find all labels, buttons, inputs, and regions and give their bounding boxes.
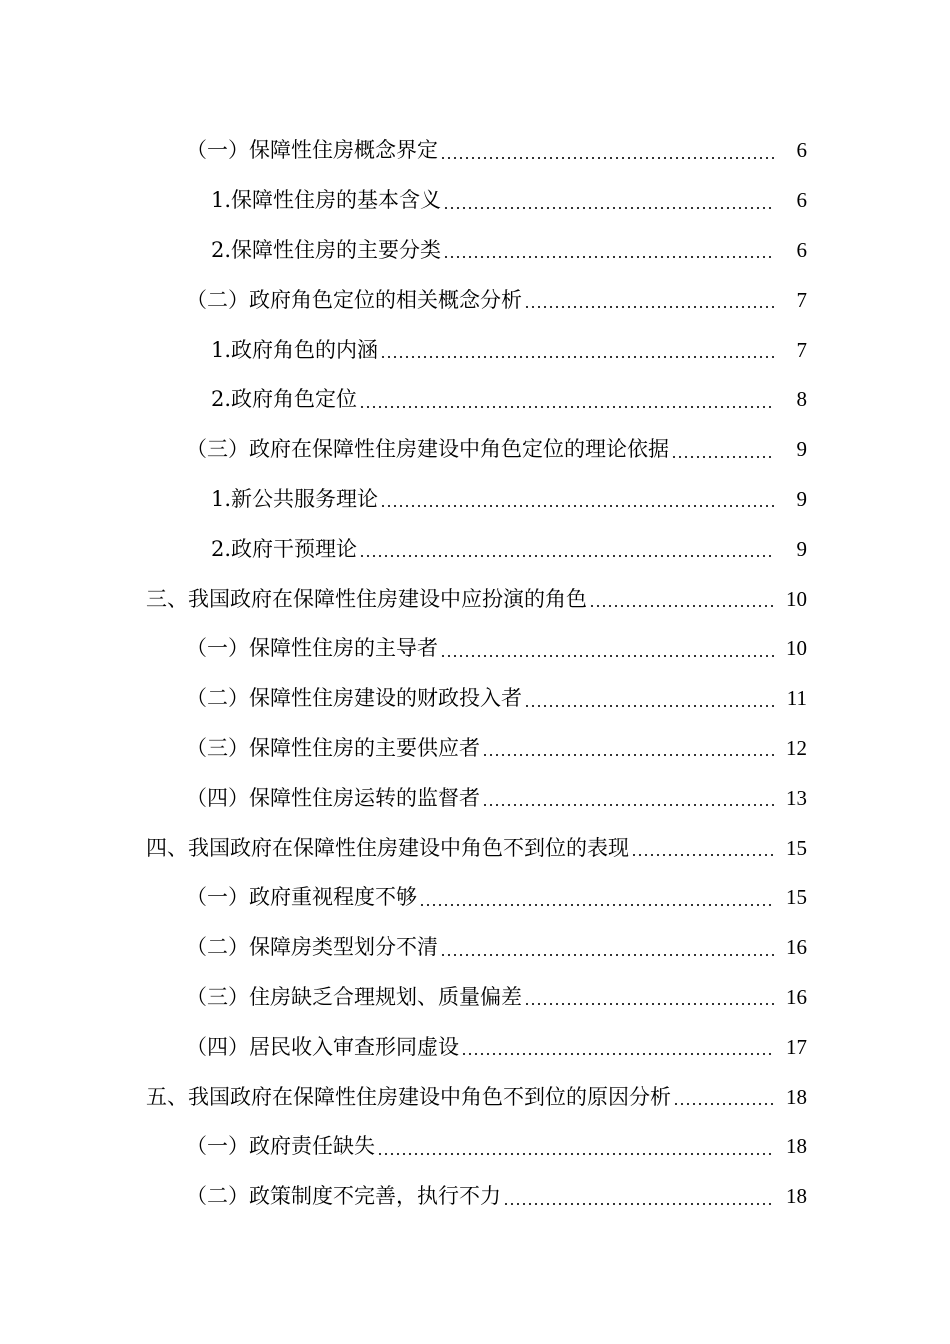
toc-entry[interactable] — [0, 1122, 950, 1172]
toc-page-number: 18 — [786, 1134, 807, 1159]
dot-leader — [440, 655, 775, 657]
dot-leader — [589, 605, 775, 607]
dot-leader — [443, 256, 775, 258]
toc-page-number: 7 — [796, 287, 807, 312]
toc-entry[interactable] — [0, 923, 950, 973]
toc-entry[interactable] — [0, 624, 950, 674]
toc-page-number: 16 — [786, 935, 807, 960]
toc-page-number: 6 — [796, 188, 807, 213]
dot-leader — [673, 1103, 775, 1105]
dot-leader — [440, 954, 775, 956]
toc-entry-title: （三）政府在保障性住房建设中角色定位的理论依据 — [186, 437, 669, 462]
dot-leader — [482, 804, 775, 806]
toc-entry-title: （三）住房缺乏合理规划、质量偏差 — [186, 984, 522, 1009]
toc-entry-title: （二）保障房类型划分不清 — [186, 935, 438, 960]
toc-entry[interactable] — [0, 724, 950, 774]
toc-entry[interactable] — [0, 325, 950, 375]
toc-entry[interactable] — [0, 973, 950, 1023]
dot-leader — [461, 1053, 775, 1055]
toc-page-number: 16 — [786, 984, 807, 1009]
toc-entry-title: 1.政府角色的内涵 — [211, 337, 379, 362]
toc-page-number: 6 — [796, 237, 807, 262]
toc-entry[interactable] — [0, 375, 950, 425]
toc-entry[interactable] — [0, 1072, 950, 1122]
dot-leader — [359, 406, 775, 408]
dot-leader — [524, 705, 775, 707]
toc-entry-title: （二）保障性住房建设的财政投入者 — [186, 686, 522, 711]
toc-entry[interactable] — [0, 574, 950, 624]
toc-page-number: 13 — [786, 785, 807, 810]
toc-page-number: 18 — [786, 1184, 807, 1209]
toc-entry-title: （二）政策制度不完善，执行不力 — [186, 1184, 501, 1209]
toc-entry-title: 1.新公共服务理论 — [211, 486, 379, 511]
toc-page-number: 15 — [786, 885, 807, 910]
dot-leader — [503, 1203, 775, 1205]
toc-page-number: 10 — [786, 636, 807, 661]
dot-leader — [524, 306, 775, 308]
dot-leader — [380, 505, 775, 507]
toc-entry-title: （一）政府责任缺失 — [186, 1134, 375, 1159]
dot-leader — [524, 1003, 775, 1005]
toc-page-number: 10 — [786, 586, 807, 611]
toc-entry-title: （二）政府角色定位的相关概念分析 — [186, 287, 522, 312]
toc-page-number: 7 — [796, 337, 807, 362]
dot-leader — [380, 356, 775, 358]
toc-page-number: 8 — [796, 387, 807, 412]
toc-entry[interactable] — [0, 823, 950, 873]
toc-entry-title: （四）保障性住房运转的监督者 — [186, 785, 480, 810]
toc-page-number: 9 — [796, 486, 807, 511]
toc-entry-title: （一）保障性住房的主导者 — [186, 636, 438, 661]
toc-entry-title: （一）保障性住房概念界定 — [186, 138, 438, 163]
toc-entry-title: 五、我国政府在保障性住房建设中角色不到位的原因分析 — [146, 1084, 671, 1109]
toc-page-number: 17 — [786, 1034, 807, 1059]
toc-entry-title: 2.政府角色定位 — [211, 387, 358, 412]
toc-entry[interactable] — [0, 1022, 950, 1072]
toc-entry[interactable] — [0, 176, 950, 226]
dot-leader — [482, 754, 775, 756]
toc-entry[interactable] — [0, 1172, 950, 1222]
toc-entry[interactable] — [0, 475, 950, 525]
dot-leader — [671, 456, 775, 458]
toc-page-number: 9 — [796, 536, 807, 561]
dot-leader — [631, 854, 775, 856]
toc-entry-title: 2.保障性住房的主要分类 — [211, 237, 442, 262]
toc-entry-title: 三、我国政府在保障性住房建设中应扮演的角色 — [146, 586, 587, 611]
toc-entry[interactable] — [0, 773, 950, 823]
table-of-contents — [0, 126, 950, 1222]
dot-leader — [359, 555, 775, 557]
toc-page-number: 6 — [796, 138, 807, 163]
dot-leader — [443, 207, 775, 209]
toc-entry[interactable] — [0, 873, 950, 923]
toc-entry-title: （三）保障性住房的主要供应者 — [186, 735, 480, 760]
toc-entry[interactable] — [0, 126, 950, 176]
toc-page-number: 15 — [786, 835, 807, 860]
dot-leader — [377, 1153, 775, 1155]
dot-leader — [419, 904, 775, 906]
toc-entry-title: 2.政府干预理论 — [211, 536, 358, 561]
toc-entry-title: （一）政府重视程度不够 — [186, 885, 417, 910]
dot-leader — [440, 157, 775, 159]
toc-page-number: 11 — [786, 686, 807, 711]
toc-entry[interactable] — [0, 226, 950, 276]
toc-entry-title: （四）居民收入审查形同虚设 — [186, 1034, 459, 1059]
toc-entry-title: 四、我国政府在保障性住房建设中角色不到位的表现 — [146, 835, 629, 860]
toc-page-number: 12 — [786, 735, 807, 760]
toc-page-number: 9 — [796, 437, 807, 462]
toc-page-number: 18 — [786, 1084, 807, 1109]
toc-entry[interactable] — [0, 674, 950, 724]
toc-entry-title: 1.保障性住房的基本含义 — [211, 188, 442, 213]
toc-entry[interactable] — [0, 275, 950, 325]
toc-entry[interactable] — [0, 524, 950, 574]
toc-entry[interactable] — [0, 425, 950, 475]
